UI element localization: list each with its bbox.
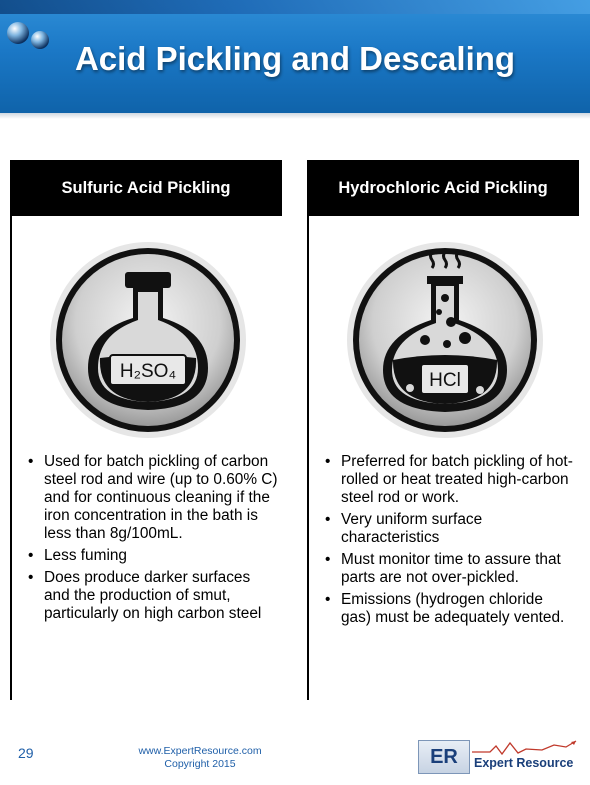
column-heading: Hydrochloric Acid Pickling bbox=[307, 160, 579, 216]
list-item: • Does produce darker surfaces and the production of smut, particularly on high carbon steel bbox=[24, 569, 280, 623]
flask-label: H₂SO₄ bbox=[119, 361, 177, 382]
list-item: • Must monitor time to assure that parts are not over-pickled. bbox=[321, 551, 577, 587]
column-sulfuric bbox=[10, 160, 282, 700]
title-banner bbox=[0, 0, 590, 113]
bullet-list bbox=[321, 453, 577, 631]
list-item: • Emissions (hydrogen chloride gas) must be adequately vented. bbox=[321, 591, 577, 627]
footer-url[interactable]: www.ExpertResource.com bbox=[138, 745, 262, 757]
brand-name: Expert Resource bbox=[474, 756, 574, 770]
fuming-flask-icon bbox=[335, 240, 555, 440]
banner-shadow bbox=[0, 113, 590, 119]
flask-icon bbox=[38, 240, 258, 440]
footer-credit bbox=[100, 745, 300, 771]
list-item: • Less fuming bbox=[24, 547, 280, 565]
page-number: 29 bbox=[18, 745, 34, 761]
flask-label: HCl bbox=[429, 370, 461, 391]
column-heading: Sulfuric Acid Pickling bbox=[10, 160, 282, 216]
list-item: • Very uniform surface characteristics bbox=[321, 511, 577, 547]
page-title: Acid Pickling and Descaling bbox=[74, 40, 516, 77]
brand-initials: ER bbox=[418, 740, 470, 774]
column-hydrochloric bbox=[307, 160, 579, 700]
column-divider bbox=[307, 216, 309, 700]
list-item: • Used for batch pickling of carbon steel rod and wire (up to 0.60% C) and for continuous cleaning if the iron concentration in the bath is less than 8g/100mL. bbox=[24, 453, 280, 543]
column-divider bbox=[10, 216, 12, 700]
banner-strip bbox=[0, 0, 590, 14]
list-item: • Preferred for batch pickling of hot-rolled or heat treated high-carbon steel rod or work. bbox=[321, 453, 577, 507]
footer-copyright: Copyright 2015 bbox=[164, 758, 236, 770]
bullet-list bbox=[24, 453, 280, 627]
brand-logo bbox=[418, 740, 580, 772]
